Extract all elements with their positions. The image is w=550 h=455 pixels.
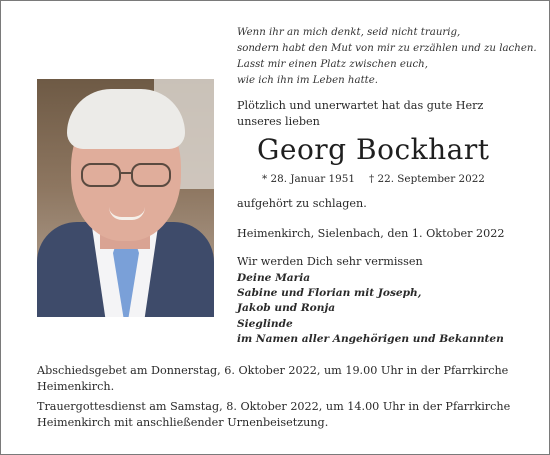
mourner-line: Deine Maria [237, 272, 311, 284]
poem-line: sondern habt den Mut von mir zu erzählen und zu lachen. [237, 43, 537, 54]
poem-line: Wenn ihr an mich denkt, seid nicht traurig, [237, 27, 461, 38]
mourner-line: Sieglinde [237, 317, 293, 330]
mourner-line: Sabine und Florian mit Joseph, [237, 287, 422, 300]
life-dates [262, 173, 485, 185]
funeral-service-info [37, 399, 527, 431]
poem [237, 25, 537, 89]
intro-text [237, 98, 483, 130]
poem-line: wie ich ihn im Leben hatte. [237, 75, 379, 86]
service-line: Trauergottesdienst am Samstag, 8. Oktober 2022, um 14.00 Uhr in der Pfarrkirche [37, 400, 511, 413]
stopped-line: aufgehört zu schlagen. [237, 197, 367, 210]
mourner-line: Jakob und Ronja [237, 302, 336, 315]
poem-line: Lasst mir einen Platz zwischen euch, [237, 59, 428, 70]
deceased-name: Georg Bockhart [257, 133, 490, 166]
service-line: Heimenkirch. [37, 380, 115, 393]
service-line: Heimenkirch mit anschließender Urnenbeisetzung. [37, 416, 329, 429]
intro-line: unseres lieben [237, 115, 320, 128]
death-date: † 22. September 2022 [368, 173, 485, 185]
mourners-list [237, 271, 504, 347]
miss-line: Wir werden Dich sehr vermissen [237, 255, 423, 268]
service-line: Abschiedsgebet am Donnerstag, 6. Oktober 2022, um 19.00 Uhr in der Pfarrkirche [37, 364, 509, 377]
mourner-line: im Namen aller Angehörigen und Bekannten [237, 332, 504, 345]
birth-date: * 28. Januar 1951 [262, 173, 355, 185]
farewell-prayer-info [37, 363, 527, 395]
portrait-photo [37, 79, 214, 317]
photo-glasses [81, 163, 173, 189]
place-date: Heimenkirch, Sielenbach, den 1. Oktober 2022 [237, 227, 505, 240]
intro-line: Plötzlich und unerwartet hat das gute Herz [237, 99, 484, 112]
photo-hair [67, 89, 185, 149]
